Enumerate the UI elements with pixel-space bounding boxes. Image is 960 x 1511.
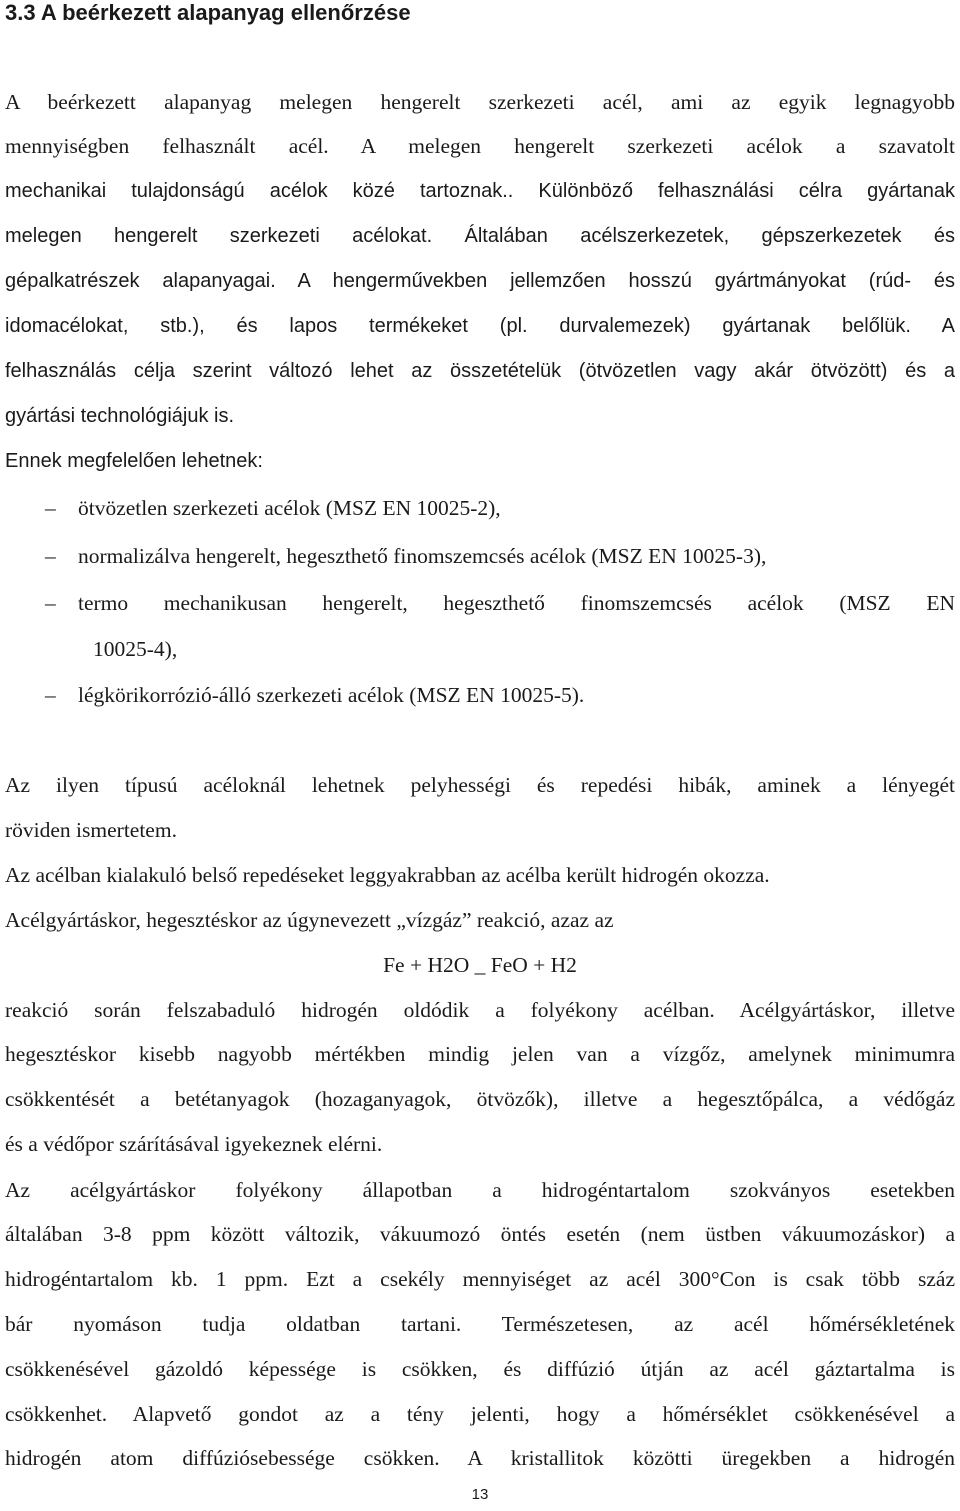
list-item: normalizálva hengerelt, hegeszthető finomszemcsés acélok (MSZ EN 10025-3), [78,544,767,568]
list-item: ötvözetlen szerkezeti acélok (MSZ EN 10025-2), [78,496,501,520]
list-dash: – [45,544,56,568]
paragraph-line: bár nyomáson tudja oldatban tartani. Természetesen, az acél hőmérsékletének [5,1312,955,1336]
list-dash: – [45,591,56,615]
paragraph-line: idomacélokat, stb.), és lapos termékeket (pl. durvalemezek) gyártanak belőlük. A [5,315,955,337]
paragraph-line: és a védőpor szárításával igyekeznek elérni. [5,1132,383,1156]
paragraph-line: reakció során felszabaduló hidrogén oldódik a folyékony acélban. Acélgyártáskor, illetve [5,998,955,1022]
paragraph-line: Az acélban kialakuló belső repedéseket leggyakrabban az acélba került hidrogén okozza. [5,863,770,887]
paragraph-line: gépalkatrészek alapanyagai. A hengerművekben jellemzően hosszú gyártmányokat (rúd- és [5,270,955,292]
list-dash: – [45,496,56,520]
page-number: 13 [471,1486,489,1503]
paragraph-line: mechanikai tulajdonságú acélok közé tartoznak.. Különböző felhasználási célra gyártanak [5,180,955,202]
reaction-equation: Fe + H2O _ FeO + H2 [383,953,577,977]
paragraph-line: mennyiségben felhasznált acél. A melegen hengerelt szerkezeti acélok a szavatolt [5,134,955,158]
paragraph-line: csökkentését a betétanyagok (hozaganyagok, ötvözők), illetve a hegesztőpálca, a védőgáz [5,1087,955,1111]
paragraph-line: hegesztéskor kisebb nagyobb mértékben mindig jelen van a vízgőz, amelynek minimumra [5,1042,955,1066]
section-heading: 3.3 A beérkezett alapanyag ellenőrzése [5,0,411,25]
paragraph-line: A beérkezett alapanyag melegen hengerelt szerkezeti acél, ami az egyik legnagyobb [5,90,955,114]
list-item: termo mechanikusan hengerelt, hegeszthető finomszemcsés acélok (MSZ EN [78,591,955,615]
paragraph-line: melegen hengerelt szerkezeti acélokat. Általában acélszerkezetek, gépszerkezetek és [5,225,955,247]
paragraph-line: csökkenésével gázoldó képessége is csökken, és diffúzió útján az acél gáztartalma is [5,1357,955,1381]
paragraph-line: Acélgyártáskor, hegesztéskor az úgynevezett „vízgáz” reakció, azaz az [5,908,614,932]
paragraph-line: hidrogéntartalom kb. 1 ppm. Ezt a csekély mennyiséget az acél 300°Con is csak több száz [5,1267,955,1291]
list-item: légkörikorrózió-álló szerkezeti acélok (MSZ EN 10025-5). [78,683,585,707]
paragraph-line: hidrogén atom diffúziósebessége csökken. A kristallitok közötti üregekben a hidrogén [5,1446,955,1470]
paragraph-line: csökkenhet. Alapvető gondot az a tény jelenti, hogy a hőmérséklet csökkenésével a [5,1402,955,1426]
paragraph-line: felhasználás célja szerint változó lehet az összetételük (ötvözetlen vagy akár ötvözött) és a [5,360,955,382]
paragraph-line: általában 3-8 ppm között változik, vákuumozó öntés esetén (nem üstben vákuumozáskor) a [5,1222,955,1246]
paragraph-line: Az acélgyártáskor folyékony állapotban a hidrogéntartalom szokványos esetekben [5,1178,955,1202]
list-dash: – [45,683,56,707]
paragraph-line: röviden ismertetem. [5,818,177,842]
paragraph-line: Ennek megfelelően lehetnek: [5,450,263,472]
paragraph-line: Az ilyen típusú acéloknál lehetnek pelyhességi és repedési hibák, aminek a lényegét [5,773,955,797]
paragraph-line: gyártási technológiájuk is. [5,405,235,427]
list-item-continuation: 10025-4), [93,637,178,661]
